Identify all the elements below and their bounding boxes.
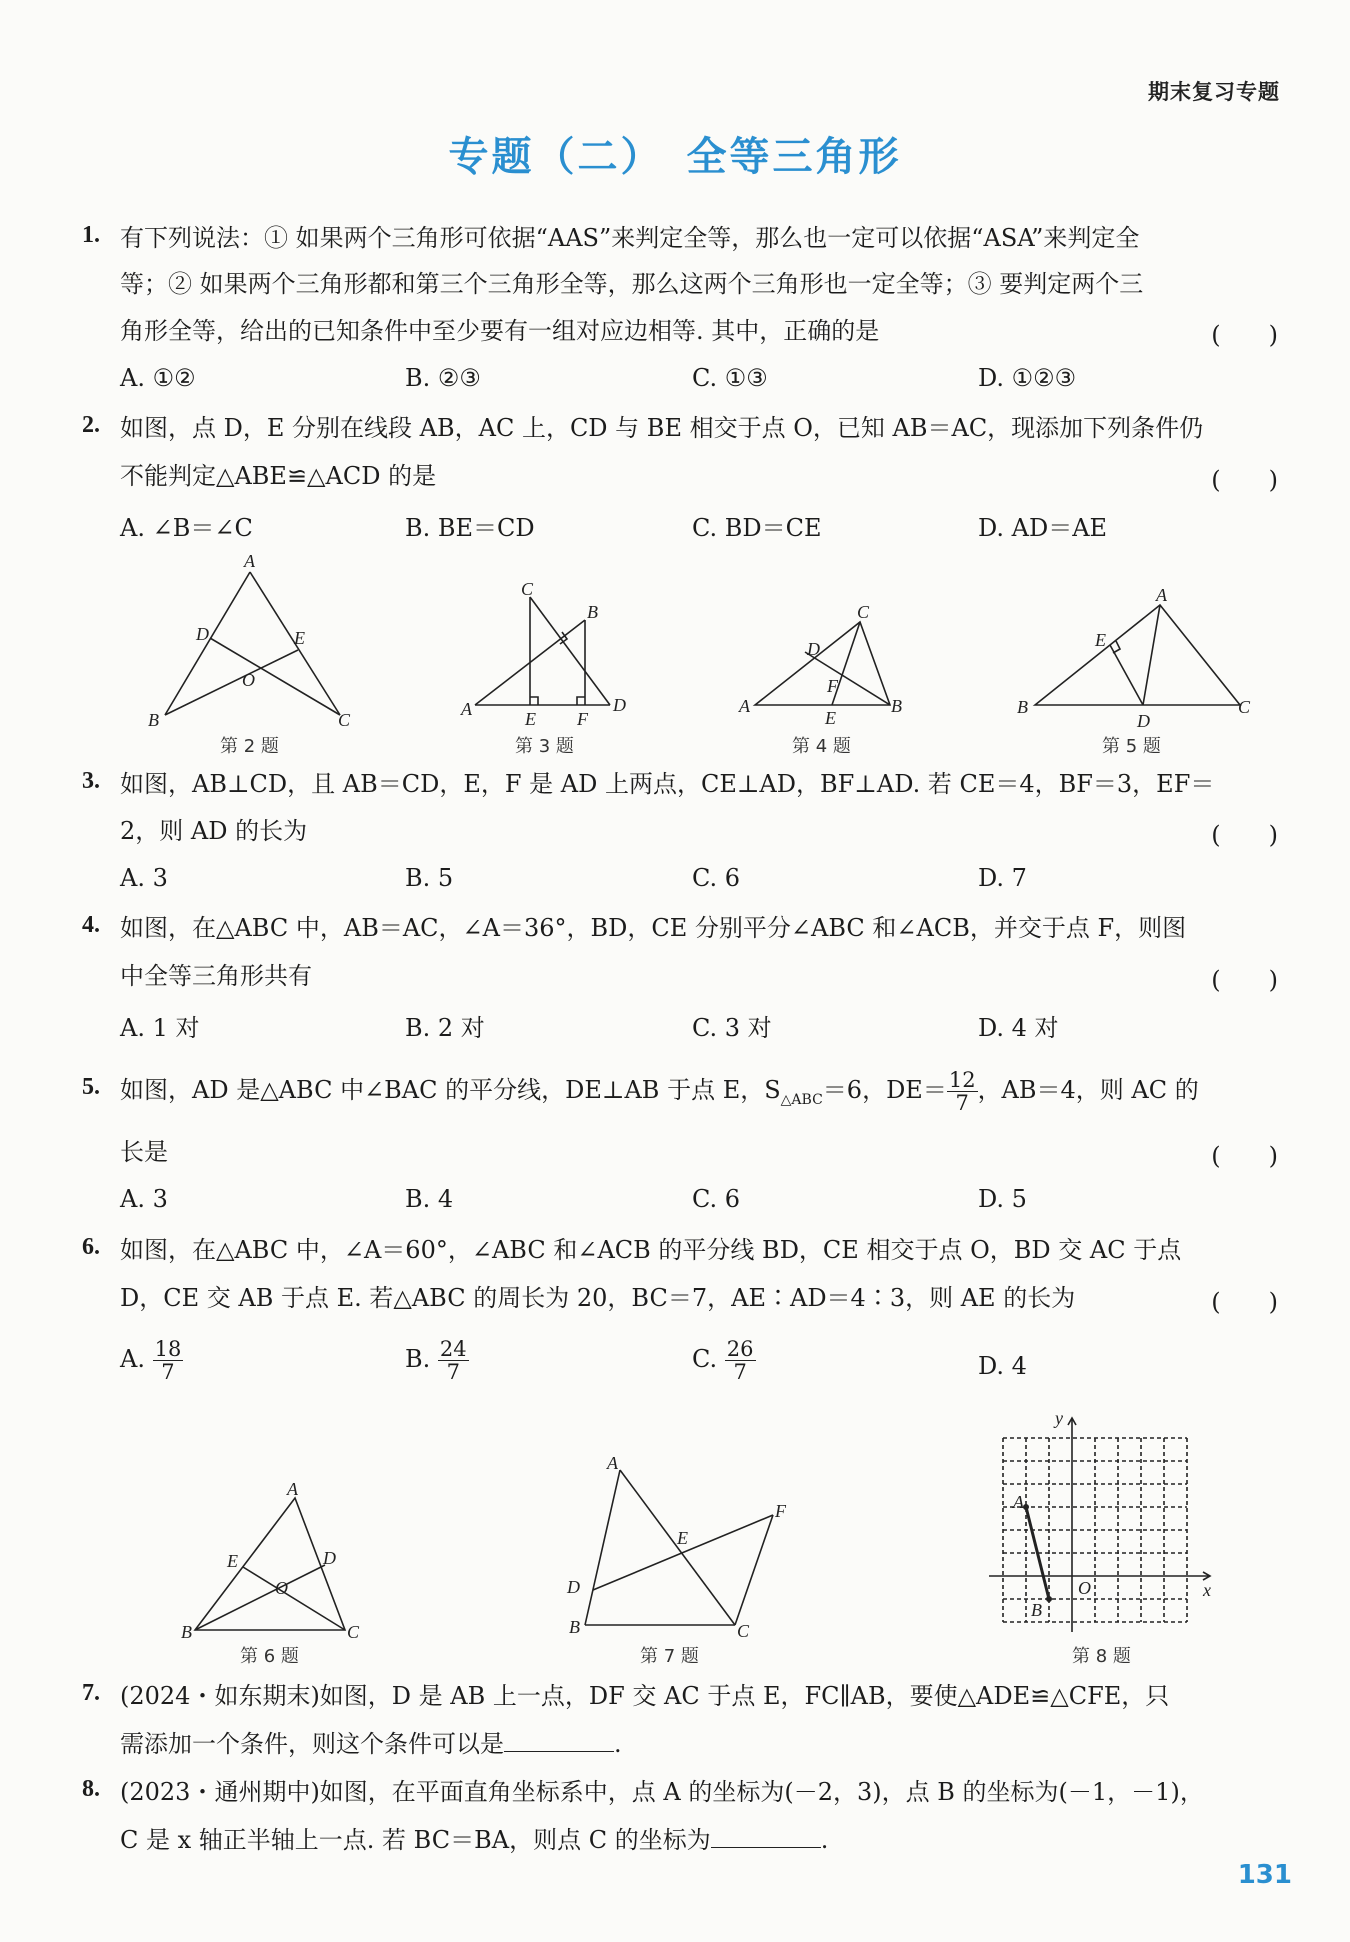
section-header: 期末复习专题: [1148, 80, 1280, 104]
q1-line2: 等；② 如果两个三角形都和第三个三角形全等，那么这两个三角形也一定全等；③ 要判定两个三: [120, 270, 1144, 298]
label-A: A: [461, 699, 472, 719]
figure-q2: [140, 550, 370, 740]
q5-line1-text-c: ，AB＝4，则 AC 的: [977, 1076, 1199, 1104]
label-E: E: [677, 1528, 688, 1548]
q5-number: 5.: [82, 1074, 100, 1100]
q2-option-d: D. AD＝AE: [978, 514, 1108, 542]
q5-frac-den: 7: [955, 1091, 969, 1115]
q3-option-b: B. 5: [405, 864, 454, 892]
q5-answer-paren: ( ): [1211, 1142, 1278, 1170]
label-D: D: [323, 1548, 336, 1568]
figure-q6: [175, 1480, 375, 1640]
q3-line1: 如图，AB⊥CD，且 AB＝CD，E，F 是 AD 上两点，CE⊥AD，BF⊥AD. 若 CE＝4，BF＝3，EF＝: [120, 770, 1215, 798]
figure-q7: [545, 1455, 805, 1640]
label-B: B: [1031, 1600, 1042, 1620]
label-D: D: [807, 639, 820, 659]
q7-line2: [120, 1728, 622, 1760]
label-C: C: [1238, 697, 1251, 717]
label-B: B: [148, 710, 159, 730]
label-D: D: [613, 695, 626, 715]
q6-answer-paren: ( ): [1211, 1288, 1278, 1316]
label-F: F: [577, 709, 588, 729]
label-A: A: [607, 1455, 618, 1473]
q6-option-c: [692, 1338, 756, 1383]
q2-option-b: B. BE＝CD: [405, 514, 535, 542]
caption-q6: 第 6 题: [240, 1646, 299, 1667]
label-C: C: [347, 1622, 360, 1640]
q2-line1: 如图，点 D，E 分别在线段 AB，AC 上，CD 与 BE 相交于点 O，已知 AB＝AC，现添加下列条件仍: [120, 414, 1204, 442]
q1-option-a: A. ①②: [120, 364, 196, 392]
q1-number: 1.: [82, 222, 100, 248]
q5-line1: [120, 1060, 1199, 1130]
label-E: E: [1095, 630, 1106, 650]
q3-option-d: D. 7: [978, 864, 1027, 892]
q4-line2: 中全等三角形共有: [120, 962, 312, 990]
q6-option-a: [120, 1338, 183, 1383]
q6-line1: 如图，在△ABC 中，∠A＝60°，∠ABC 和∠ACB 的平分线 BD，CE 相交于点 O，BD 交 AC 于点: [120, 1236, 1182, 1264]
q6-a-num: 18: [154, 1337, 182, 1361]
figure-q4: [735, 600, 915, 730]
q4-answer-paren: ( ): [1211, 966, 1278, 994]
q4-line1: 如图，在△ABC 中，AB＝AC，∠A＝36°，BD，CE 分别平分∠ABC 和∠ACB，并交于点 F，则图: [120, 914, 1187, 942]
label-F: F: [827, 676, 838, 696]
caption-q5: 第 5 题: [1102, 736, 1161, 757]
q1-line1: 有下列说法：① 如果两个三角形可依据“AAS”来判定全等，那么也一定可以依据“ASA”来判定全: [120, 224, 1140, 252]
q5-line1-text-a: 如图，AD 是△ABC 中∠BAC 的平分线，DE⊥AB 于点 E，S: [120, 1076, 781, 1104]
q6-option-d: D. 4: [978, 1352, 1027, 1380]
label-D: D: [567, 1577, 580, 1597]
q6-b-den: 7: [446, 1360, 460, 1384]
q2-option-c: C. BD＝CE: [692, 514, 822, 542]
q8-line1: (2023・通州期中)如图，在平面直角坐标系中，点 A 的坐标为(－2，3)，点 B 的坐标为(－1，－1)，: [120, 1778, 1204, 1806]
q1-option-c: C. ①③: [692, 364, 768, 392]
label-A: A: [1156, 585, 1167, 605]
label-D: D: [1137, 711, 1150, 731]
label-B: B: [587, 602, 598, 622]
q5-line2: 长是: [120, 1138, 168, 1166]
q6-b-num: 24: [439, 1337, 467, 1361]
q6-number: 6.: [82, 1234, 100, 1260]
q7-answer-blank[interactable]: [504, 1751, 614, 1752]
label-A: A: [244, 551, 255, 571]
label-y: y: [1055, 1410, 1063, 1428]
q5-option-c: C. 6: [692, 1185, 741, 1213]
q7-period: .: [614, 1730, 622, 1758]
q3-option-c: C. 6: [692, 864, 741, 892]
label-F: F: [775, 1501, 786, 1521]
q7-number: 7.: [82, 1680, 100, 1706]
q6-option-b: [405, 1338, 469, 1383]
figure-q3: [455, 575, 645, 735]
label-B: B: [569, 1617, 580, 1637]
q1-line3: 角形全等，给出的已知条件中至少要有一组对应边相等. 其中，正确的是: [120, 317, 880, 345]
q2-answer-paren: ( ): [1211, 466, 1278, 494]
q3-line2: 2，则 AD 的长为: [120, 817, 308, 845]
label-B: B: [181, 1622, 192, 1640]
caption-q2: 第 2 题: [220, 736, 279, 757]
q8-line2-text: C 是 x 轴正半轴上一点. 若 BC＝BA，则点 C 的坐标为: [120, 1826, 711, 1854]
q5-option-b: B. 4: [405, 1185, 454, 1213]
label-C: C: [737, 1621, 750, 1640]
label-O: O: [275, 1578, 288, 1598]
q4-option-b: B. 2 对: [405, 1014, 485, 1042]
q4-option-c: C. 3 对: [692, 1014, 772, 1042]
q5-line1-text-b: ＝6，DE＝: [822, 1076, 947, 1104]
q4-number: 4.: [82, 912, 100, 938]
figure-q8: [985, 1410, 1220, 1640]
q2-number: 2.: [82, 412, 100, 438]
q4-option-d: D. 4 对: [978, 1014, 1059, 1042]
q6-c-den: 7: [733, 1360, 747, 1384]
q6-line2: D，CE 交 AB 于点 E. 若△ABC 的周长为 20，BC＝7，AE∶AD＝4∶3，则 AE 的长为: [120, 1284, 1076, 1312]
q5-fraction: [947, 1069, 978, 1114]
label-A: A: [287, 1480, 298, 1499]
caption-q3: 第 3 题: [515, 736, 574, 757]
label-C: C: [521, 579, 534, 599]
page-number: 131: [1237, 1860, 1292, 1890]
q6-c-num: 26: [726, 1337, 754, 1361]
q5-option-a: A. 3: [120, 1185, 168, 1213]
q1-option-d: D. ①②③: [978, 364, 1077, 392]
q7-line1: (2024・如东期末)如图，D 是 AB 上一点，DF 交 AC 于点 E，FC∥AB，要使△ADE≌△CFE，只: [120, 1682, 1170, 1710]
q2-option-a: A. ∠B＝∠C: [120, 514, 253, 542]
q5-option-d: D. 5: [978, 1185, 1027, 1213]
q1-option-b: B. ②③: [405, 364, 481, 392]
q1-answer-paren: ( ): [1211, 321, 1278, 349]
q8-number: 8.: [82, 1776, 100, 1802]
q3-option-a: A. 3: [120, 864, 168, 892]
q7-line2-text: 需添加一个条件，则这个条件可以是: [120, 1730, 504, 1758]
label-C: C: [338, 710, 351, 730]
q3-number: 3.: [82, 768, 100, 794]
label-x: x: [1203, 1580, 1211, 1600]
label-E: E: [825, 708, 836, 728]
label-E: E: [227, 1551, 238, 1571]
q5-subscript: △ABC: [780, 1091, 823, 1108]
label-E: E: [294, 628, 305, 648]
caption-q8: 第 8 题: [1072, 1646, 1131, 1667]
label-A: A: [739, 696, 750, 716]
label-B: B: [891, 696, 902, 716]
q6-option-b-letter: B.: [405, 1345, 431, 1373]
label-O: O: [242, 670, 255, 690]
q4-option-a: A. 1 对: [120, 1014, 200, 1042]
caption-q4: 第 4 题: [792, 736, 851, 757]
q8-answer-blank[interactable]: [711, 1847, 821, 1848]
q3-answer-paren: ( ): [1211, 821, 1278, 849]
page-title: 专题（二） 全等三角形: [448, 134, 902, 180]
q6-option-c-letter: C.: [692, 1345, 718, 1373]
label-E: E: [525, 709, 536, 729]
q5-frac-num: 12: [948, 1068, 976, 1092]
label-C: C: [857, 602, 870, 622]
figure-q5: [1015, 585, 1255, 735]
label-A: A: [1013, 1492, 1024, 1512]
q8-line2: [120, 1824, 828, 1856]
q8-period: .: [820, 1826, 829, 1854]
caption-q7: 第 7 题: [640, 1646, 699, 1667]
q6-option-a-letter: A.: [120, 1345, 145, 1373]
label-O: O: [1078, 1578, 1091, 1598]
q2-line2: 不能判定△ABE≌△ACD 的是: [120, 462, 437, 490]
q6-a-den: 7: [161, 1360, 175, 1384]
label-B: B: [1017, 697, 1028, 717]
label-D: D: [196, 624, 209, 644]
